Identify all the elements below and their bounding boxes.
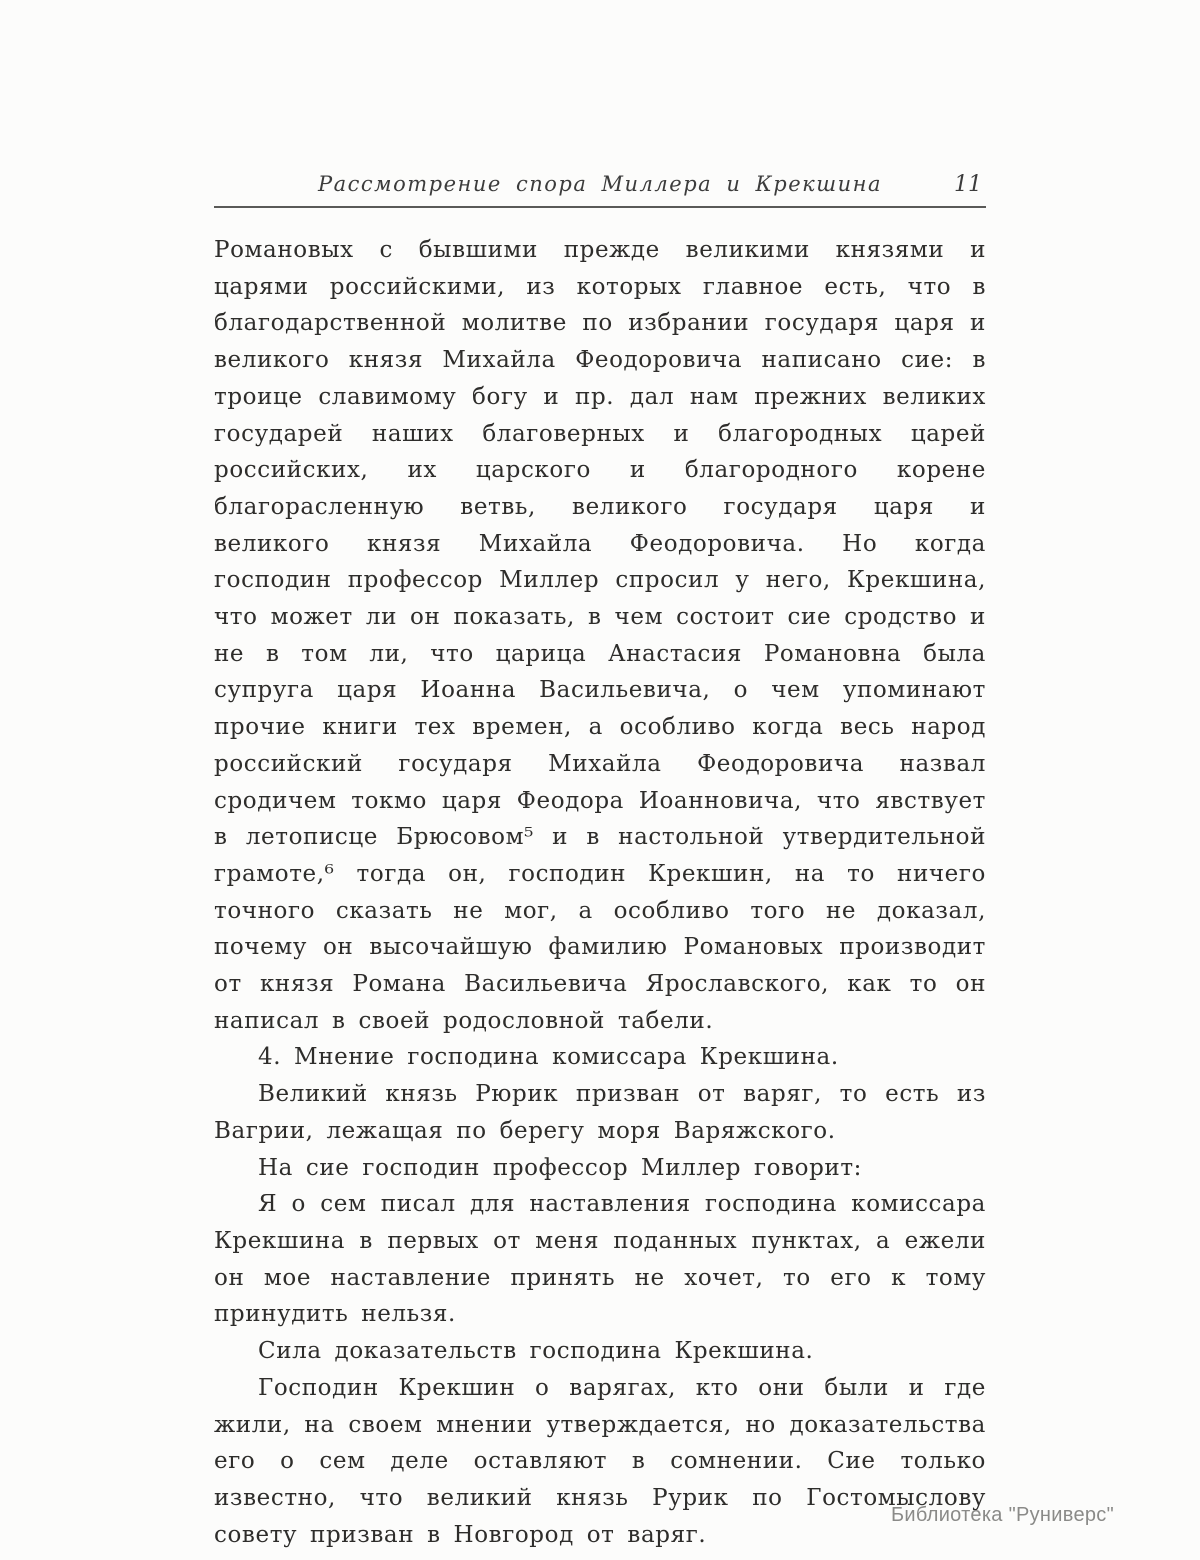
header-rule bbox=[214, 206, 986, 208]
page-body bbox=[214, 232, 986, 1553]
text-column bbox=[214, 172, 986, 1553]
paragraph: Сила доказательств господина Крекшина. bbox=[258, 1338, 814, 1365]
paragraph: Я о сем писал для наставления господина комиссара Крекшина в первых от меня поданных пунктах, а ежели он мое наставление принять не хочет, то его к тому принудить нельзя. bbox=[214, 1191, 986, 1328]
paragraph: На сие господин профессор Миллер говорит: bbox=[258, 1154, 863, 1181]
page-header bbox=[214, 172, 986, 204]
page-number: 11 bbox=[954, 172, 982, 197]
paragraph: Романовых с бывшими прежде великими князями и царями российскими, из которых главное есть, что в благодарственной молитве по избрании государя царя и великого князя Михайла Феодоровича написано сие: в троице славимому богу и пр. дал нам прежних великих государей наших благоверных и благородных царей российских, их царского и благородного корене благорасленную ветвь, великого государя царя и великого князя Михайла Феодоровича. Но когда господин профессор Миллер спросил у него, Крекшина, что может ли он показать, в чем состоит сие сродство и не в том ли, что царица Анастасия Романовна была супруга царя Иоанна Васильевича, о чем упоминают прочие книги тех времен, а особливо когда весь народ российский государя Михайла Феодоровича назвал сродичем токмо царя Феодора Иоанновича, что явствует в летописце Брюсовом⁵ и в настольной утвердительной грамоте,⁶ тогда он, господин Крекшин, на то ничего точного сказать не мог, а особливо того не доказал, почему он высочайшую фамилию Романовых производит от князя Романа Васильевича Ярославского, как то он написал в своей родословной табели. bbox=[214, 237, 986, 1034]
paragraph: 4. Мнение господина комиссара Крекшина. bbox=[258, 1044, 839, 1071]
running-title: Рассмотрение спора Миллера и Крекшина bbox=[317, 172, 882, 196]
paragraph: Господин Крекшин о варягах, кто они были и где жили, на своем мнении утверждается, но доказательства его о сем деле оставляют в сомнении. Сие только известно, что великий князь Рурик по Гостомыслову совету призван в Новгород от варяг. bbox=[214, 1374, 986, 1548]
library-watermark: Библиотека "Руниверс" bbox=[890, 1504, 1114, 1526]
paragraph: Великий князь Рюрик призван от варяг, то есть из Вагрии, лежащая по берегу моря Варяжского. bbox=[214, 1081, 986, 1144]
